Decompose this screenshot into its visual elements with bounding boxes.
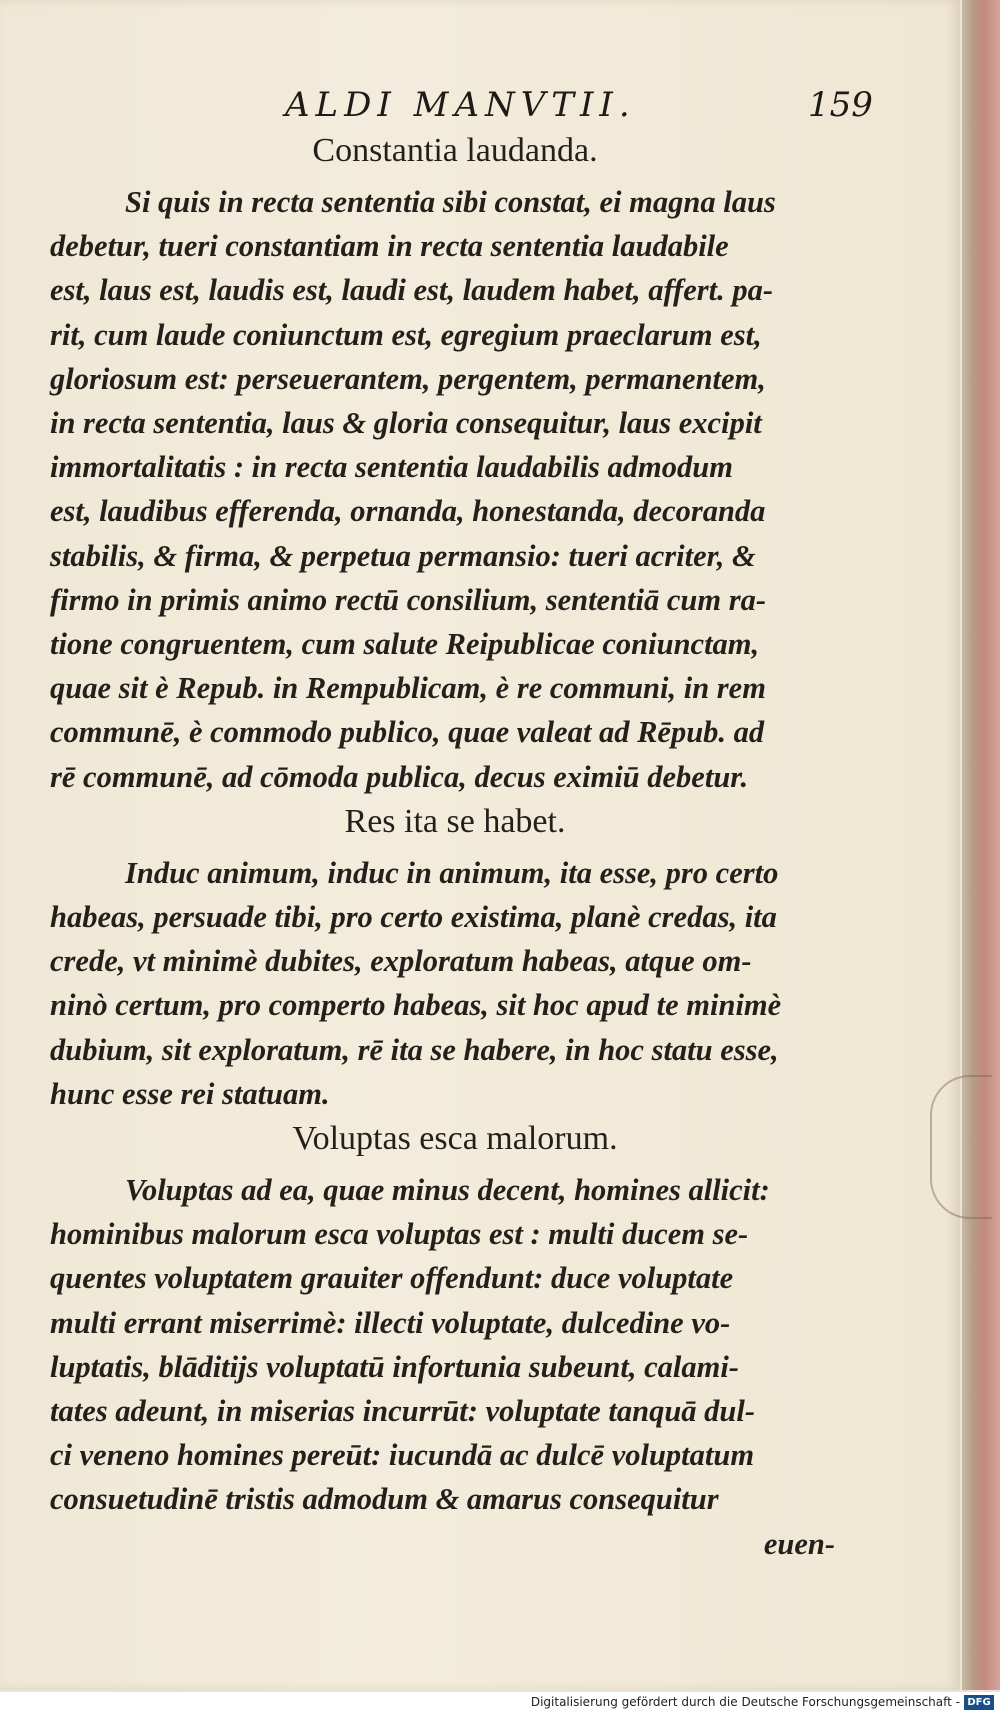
text-line: in recta sententia, laus & gloria consequitur, laus excipit — [50, 406, 762, 441]
text-line: rit, cum laude coniunctum est, egregium praeclarum est, — [50, 317, 762, 352]
section-heading: Voluptas esca malorum. — [292, 1120, 618, 1158]
text-line: ninò certum, pro comperto habeas, sit hoc apud te minimè — [50, 988, 782, 1023]
text-line: communē, è commodo publico, quae valeat ad Rēpub. ad — [50, 715, 765, 750]
text-line: rē communē, ad cōmoda publica, decus eximiū debetur. — [50, 759, 749, 794]
footer-bar — [0, 1692, 1000, 1715]
text-line: luptatis, blāditijs voluptatū infortunia subeunt, calami- — [50, 1349, 739, 1384]
text-line: euen- — [763, 1526, 835, 1561]
section-heading: Res ita se habet. — [344, 802, 566, 840]
text-line: gloriosum est: perseuerantem, pergentem, permanentem, — [50, 361, 766, 396]
text-line: tione congruentem, cum salute Reipublicae coniunctam, — [50, 627, 760, 662]
text-line: ci veneno homines pereūt: iucundā ac dulcē voluptatum — [50, 1438, 755, 1473]
text-line: hominibus malorum esca voluptas est : multi ducem se- — [50, 1217, 749, 1252]
page-edge — [962, 0, 1000, 1690]
text-line: multi errant miserrimè: illecti voluptate, dulcedine vo- — [50, 1305, 731, 1340]
text-line: consuetudinē tristis admodum & amarus consequitur — [50, 1482, 719, 1517]
text-line: debetur, tueri constantiam in recta sententia laudabile — [50, 229, 729, 264]
page-text — [50, 128, 860, 1566]
text-line: firmo in primis animo rectū consilium, sententiā cum ra- — [50, 582, 767, 617]
text-line: Si quis in recta sententia sibi constat, ei magna laus — [125, 185, 776, 219]
dfg-logo: DFG — [964, 1695, 994, 1710]
text-line: tates adeunt, in miserias incurrūt: voluptate tanquā dul- — [50, 1394, 756, 1429]
text-line: quentes voluptatem grauiter offendunt: duce voluptate — [50, 1261, 734, 1296]
text-line: dubium, sit exploratum, rē ita se habere, in hoc statu esse, — [50, 1032, 779, 1067]
text-line: est, laudibus efferenda, ornanda, honestanda, decoranda — [50, 494, 766, 529]
text-line: Induc animum, induc in animum, ita esse, pro certo — [125, 855, 779, 890]
text-line: hunc esse rei statuam. — [50, 1076, 330, 1111]
text-line: stabilis, & firma, & perpetua permansio: tueri acriter, & — [50, 538, 756, 573]
running-title: ALDI MANVTII. — [285, 85, 636, 125]
text-line: quae sit è Repub. in Rempublicam, è re communi, in rem — [50, 671, 766, 706]
text-line: crede, vt minimè dubites, exploratum habeas, atque om- — [50, 944, 752, 979]
text-line: Voluptas ad ea, quae minus decent, homines allicit: — [125, 1173, 770, 1208]
text-line: immortalitatis : in recta sententia laudabilis admodum — [50, 450, 733, 485]
text-line: est, laus est, laudis est, laudi est, laudem habet, affert. pa- — [50, 273, 773, 308]
text-line: habeas, persuade tibi, pro certo existima, planè credas, ita — [50, 900, 777, 935]
section-heading: Constantia laudanda. — [312, 132, 598, 169]
page-number: 159 — [808, 85, 873, 125]
funding-credit: Digitalisierung gefördert durch die Deutsche Forschungsgemeinschaft - — [530, 1695, 960, 1709]
clasp-mark — [930, 1075, 992, 1219]
